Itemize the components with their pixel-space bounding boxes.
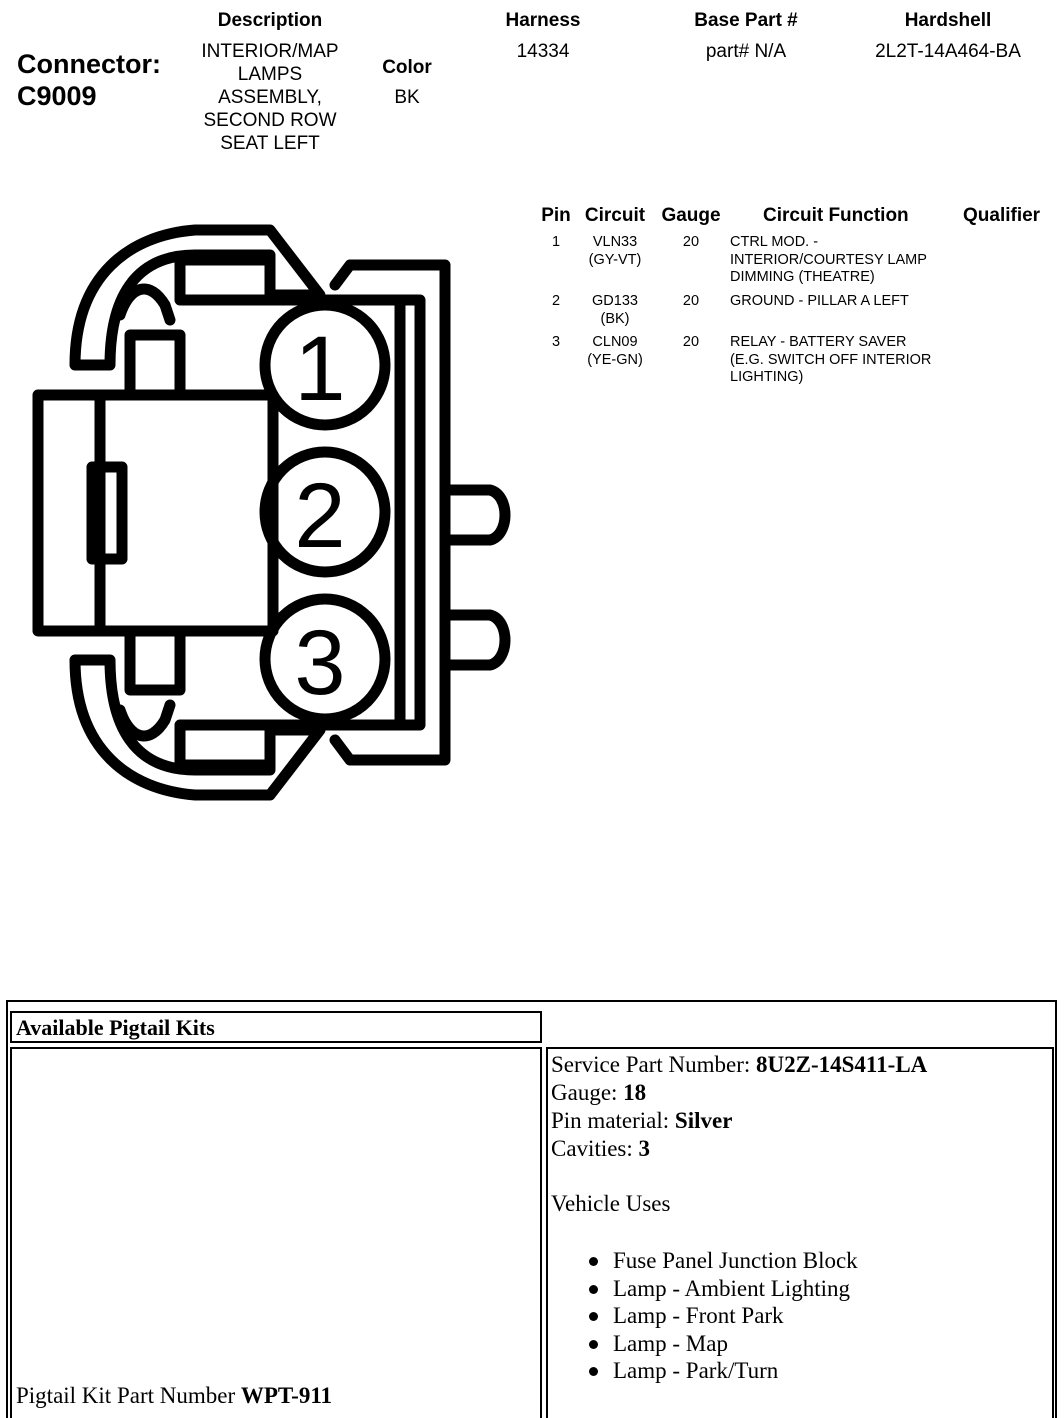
base-part-value: part# N/A: [705, 41, 787, 62]
pin-table: [530, 205, 1060, 405]
circuit-color: (YE-GN): [587, 351, 643, 368]
pin-material-value: Silver: [674, 1108, 733, 1133]
vehicle-uses-list: [551, 1247, 1049, 1385]
function-line: CTRL MOD. -: [730, 234, 819, 250]
connector-title: [17, 48, 161, 112]
list-item: [551, 1330, 1049, 1358]
hardshell-value: 2L2T-14A464-BA: [875, 41, 1021, 62]
kit-part-label: Pigtail Kit Part Number: [16, 1383, 241, 1408]
housing-right-lug-bottom: [445, 615, 505, 665]
function-cell: [730, 234, 960, 287]
gauge-info: [551, 1079, 1049, 1107]
bullet-icon: [589, 1285, 598, 1294]
circuit-cell: [578, 234, 652, 269]
pigtail-title-spacer: [546, 1011, 1054, 1043]
gauge-cell: 20: [682, 334, 700, 350]
gauge-header: Gauge: [661, 205, 721, 226]
hardshell-header: Hardshell: [904, 10, 992, 31]
gauge-cell: 20: [682, 234, 700, 250]
pigtail-title-cell: [10, 1011, 542, 1043]
bullet-icon: [589, 1340, 598, 1349]
service-part-label: Service Part Number:: [551, 1052, 757, 1077]
pin-label-2: 2: [294, 465, 346, 567]
cavities-label: Cavities:: [551, 1136, 639, 1161]
pin-number: 3: [551, 334, 561, 350]
kit-part-value: WPT-911: [240, 1383, 333, 1408]
description-line: INTERIOR/MAP: [201, 41, 339, 62]
housing-bottom-block: [180, 725, 270, 765]
color-value: BK: [394, 87, 420, 108]
description-line: SECOND ROW: [203, 110, 337, 131]
bullet-icon: [589, 1257, 598, 1266]
connector-label: Connector:: [17, 49, 161, 79]
pin-material-info: [551, 1107, 1049, 1135]
list-item: [551, 1247, 1049, 1275]
housing-right-lug-top: [445, 490, 505, 540]
function-cell: [730, 293, 960, 311]
service-part-value: 8U2Z-14S411-LA: [756, 1052, 928, 1077]
kit-part-number: [16, 1382, 332, 1410]
circuit-code: VLN33: [592, 234, 638, 250]
circuit-code: CLN09: [592, 334, 638, 350]
cavities-info: [551, 1135, 1049, 1163]
housing-top-tab: [120, 289, 180, 395]
function-header: Circuit Function: [763, 205, 909, 226]
base-part-header: Base Part #: [694, 10, 798, 31]
description-header: Description: [217, 10, 323, 31]
vehicle-use-label: Lamp - Front Park: [613, 1303, 784, 1328]
description-line: LAMPS: [237, 64, 303, 85]
vehicle-use-label: Fuse Panel Junction Block: [613, 1248, 858, 1273]
circuit-color: (BK): [600, 310, 630, 327]
color-header: Color: [382, 57, 432, 78]
vehicle-use-label: Lamp - Map: [613, 1330, 728, 1356]
function-cell: [730, 334, 960, 387]
gauge-cell: 20: [682, 293, 700, 309]
pigtail-details: [548, 1049, 1052, 1387]
service-part-number: [551, 1051, 1049, 1079]
description-value: [170, 40, 370, 155]
circuit-cell: [578, 334, 652, 369]
vehicle-uses-heading: Vehicle Uses: [551, 1191, 671, 1216]
pin-header: Pin: [541, 205, 571, 226]
pin-number: 1: [551, 234, 561, 250]
list-item: [551, 1357, 1049, 1385]
housing-bottom-tab: [120, 631, 180, 736]
pigtail-title: Available Pigtail Kits: [16, 1015, 215, 1040]
bullet-icon: [589, 1312, 598, 1321]
function-line: LIGHTING): [730, 369, 804, 385]
description-line: SEAT LEFT: [220, 133, 320, 154]
list-item: [551, 1275, 1049, 1303]
gauge-label: Gauge:: [551, 1080, 624, 1105]
pigtail-left-cell: [10, 1047, 542, 1418]
vehicle-use-label: Lamp - Park/Turn: [613, 1358, 779, 1383]
pin-material-label: Pin material:: [551, 1108, 675, 1133]
list-item: [551, 1302, 1049, 1330]
qualifier-header: Qualifier: [963, 205, 1041, 226]
housing-top-block: [180, 260, 270, 300]
circuit-header: Circuit: [584, 205, 646, 226]
circuit-cell: [578, 293, 652, 328]
function-line: INTERIOR/COURTESY LAMP: [730, 251, 927, 268]
circuit-color: (GY-VT): [588, 251, 642, 268]
function-line: (E.G. SWITCH OFF INTERIOR: [730, 351, 932, 368]
description-line: ASSEMBLY,: [218, 87, 322, 108]
gauge-value: 18: [623, 1080, 647, 1105]
harness-header: Harness: [505, 10, 581, 31]
connector-diagram: [20, 215, 520, 815]
bullet-icon: [589, 1367, 598, 1376]
pigtail-right-cell: [546, 1047, 1054, 1418]
connector-id: C9009: [17, 81, 97, 111]
pin-number: 2: [551, 293, 561, 309]
cavities-value: 3: [638, 1136, 651, 1161]
function-line: RELAY - BATTERY SAVER: [730, 334, 907, 350]
circuit-code: GD133: [592, 293, 638, 309]
function-line: DIMMING (THEATRE): [730, 269, 875, 285]
vehicle-use-label: Lamp - Ambient Lighting: [613, 1275, 850, 1301]
pin-label-1: 1: [294, 318, 346, 420]
housing-left-block: [38, 395, 273, 631]
harness-value: 14334: [516, 41, 570, 62]
pin-label-3: 3: [294, 612, 346, 714]
function-line: GROUND - PILLAR A LEFT: [730, 293, 909, 309]
